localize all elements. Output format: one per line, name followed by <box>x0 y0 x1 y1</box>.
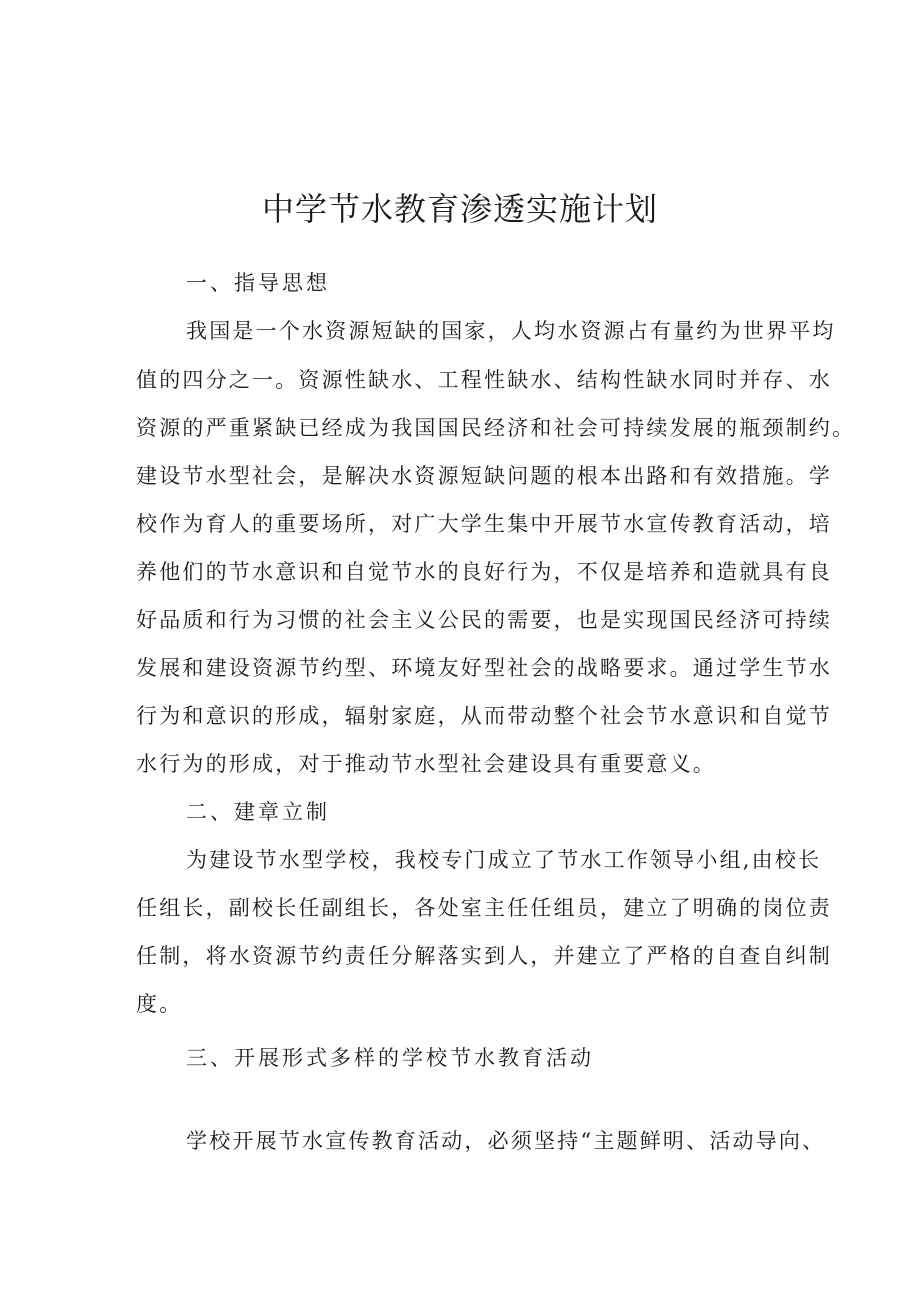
paragraph-line: 学校开展节水宣传教育活动，必须坚持“主题鲜明、活动导向、 <box>186 1129 826 1153</box>
paragraph-line: 发展和建设资源节约型、环境友好型社会的战略要求。通过学生节水 <box>136 656 832 680</box>
paragraph-line: 建设节水型社会，是解决水资源短缺问题的根本出路和有效措施。学 <box>136 464 832 488</box>
section-heading-regulations: 二、建章立制 <box>186 800 330 824</box>
paragraph-line: 任制，将水资源节约责任分解落实到人，并建立了严格的自查自纠制 <box>136 944 832 968</box>
paragraph-line: 好品质和行为习惯的社会主义公民的需要，也是实现国民经济可持续 <box>136 608 832 632</box>
document-title: 中学节水教育渗透实施计划 <box>261 190 658 229</box>
section-heading-activities: 三、开展形式多样的学校节水教育活动 <box>186 1046 594 1070</box>
section-heading-guiding-thought: 一、指导思想 <box>186 271 330 295</box>
paragraph-line: 校作为育人的重要场所，对广大学生集中开展节水宣传教育活动，培 <box>136 512 832 536</box>
paragraph-line: 水行为的形成，对于推动节水型社会建设具有重要意义。 <box>136 752 716 776</box>
paragraph-line: 值的四分之一。资源性缺水、工程性缺水、结构性缺水同时并存、水 <box>136 368 832 392</box>
paragraph-line: 度。 <box>136 992 183 1016</box>
paragraph-line: 资源的严重紧缺已经成为我国国民经济和社会可持续发展的瓶颈制约。 <box>136 416 856 440</box>
paragraph-line: 为建设节水型学校，我校专门成立了节水工作领导小组,由校长 <box>186 848 822 872</box>
paragraph-line: 我国是一个水资源短缺的国家，人均水资源占有量约为世界平均 <box>186 319 836 343</box>
paragraph-line: 行为和意识的形成，辐射家庭，从而带动整个社会节水意识和自觉节 <box>136 704 832 728</box>
paragraph-line: 养他们的节水意识和自觉节水的良好行为，不仅是培养和造就具有良 <box>136 560 832 584</box>
paragraph-line: 任组长，副校长任副组长，各处室主任任组员，建立了明确的岗位责 <box>136 896 832 920</box>
